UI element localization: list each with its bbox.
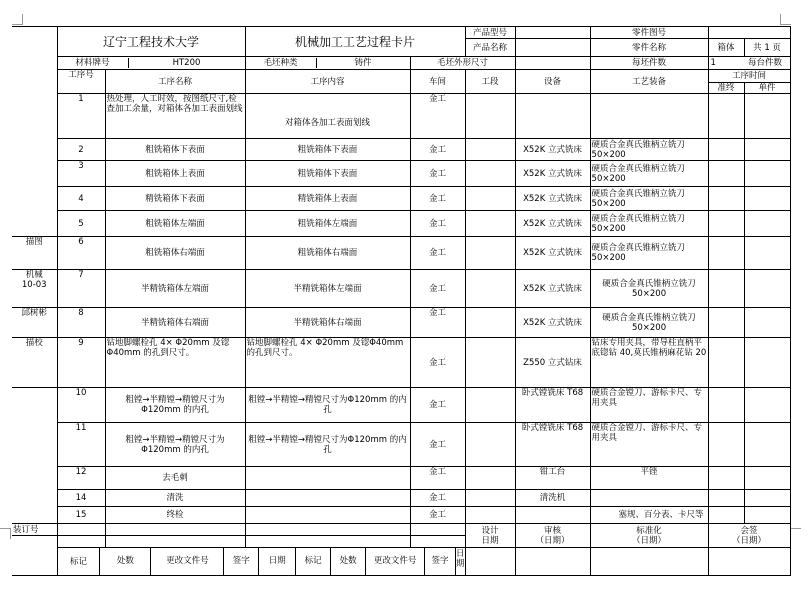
table-row <box>12 467 790 490</box>
row-content: 半精铣箱体左端面 <box>245 270 410 308</box>
row-content: 精铣箱体上表面 <box>245 187 410 211</box>
table-row <box>12 237 790 270</box>
per-unit-cell <box>708 57 790 70</box>
row-time-prep <box>708 270 744 308</box>
table-row <box>12 211 790 237</box>
row-workshop: 金工 <box>410 467 465 490</box>
row-content: 粗镗→半精镗→精镗尺寸为Φ120mm 的内孔 <box>245 388 410 423</box>
change-record <box>57 548 465 576</box>
row-time-prep <box>708 423 744 467</box>
total-pages: 共 1 页 <box>744 39 790 57</box>
row-equipment: X52K 立式铣床 <box>515 187 590 211</box>
col-workshop: 车间 <box>410 70 465 94</box>
row-no: 12 <box>57 467 105 490</box>
sig-blank <box>410 524 465 536</box>
row-equipment: X52K 立式铣床 <box>515 270 590 308</box>
row-tooling: 硬质合金真氏锥柄立铣刀50×200 <box>590 308 708 338</box>
row-time-unit <box>744 388 790 423</box>
row-equipment: 清洗机 <box>515 490 590 507</box>
row-section <box>465 237 515 270</box>
row-equipment: X52K 立式铣床 <box>515 161 590 187</box>
row-workshop: 金工 <box>410 507 465 524</box>
product-model-label: 产品型号 <box>465 27 515 39</box>
material-value: HT200 <box>128 58 245 68</box>
row-no: 14 <box>57 490 105 507</box>
side-blank <box>12 467 57 490</box>
row-workshop: 金工 <box>410 139 465 161</box>
row-tooling: 硬质合金真氏锥柄立铣刀50×200 <box>590 139 708 161</box>
row-tooling: 硬质合金真氏锥柄立铣刀50×200 <box>590 270 708 308</box>
blank-size-value[interactable] <box>515 57 590 70</box>
row-content: 粗铣箱体下表面 <box>245 161 410 187</box>
material-cell <box>57 57 245 70</box>
row-tooling <box>590 94 708 139</box>
row-workshop: 金工 <box>410 161 465 187</box>
process-card-table <box>12 26 791 576</box>
row-content: 对箱体各加工表面划线 <box>245 94 410 139</box>
blank-size-label: 毛坯外形尺寸 <box>410 57 515 70</box>
material-label: 材料牌号 <box>75 58 110 68</box>
row-no: 11 <box>57 423 105 467</box>
sig-blank <box>57 524 105 536</box>
row-time-prep <box>708 237 744 270</box>
table-row <box>12 161 790 187</box>
row-time-unit <box>744 139 790 161</box>
row-name: 半精铣箱体左端面 <box>105 270 245 308</box>
row-time-unit <box>744 338 790 388</box>
row-section <box>465 211 515 237</box>
label-count-2: 处数 <box>330 548 365 575</box>
col-proc-no: 工序号 <box>57 70 105 94</box>
side-blank <box>12 490 57 507</box>
row-time-prep <box>708 490 744 507</box>
table-row <box>12 308 790 338</box>
part-no-label: 零件图号 <box>590 27 708 39</box>
row-equipment: X52K 立式铣床 <box>515 211 590 237</box>
row-section <box>465 338 515 388</box>
side-blank <box>12 57 57 70</box>
row-workshop: 金工 <box>410 423 465 467</box>
product-name-value[interactable] <box>515 39 590 57</box>
row-workshop: 金工 <box>410 270 465 308</box>
row-no: 5 <box>57 211 105 237</box>
sig-blank <box>105 536 245 548</box>
row-time-prep <box>708 388 744 423</box>
row-time-unit <box>744 308 790 338</box>
row-equipment: X52K 立式铣床 <box>515 237 590 270</box>
side-label-trace: 描图 <box>12 237 57 270</box>
table-row <box>12 490 790 507</box>
row-equipment <box>515 507 590 524</box>
row-content: 粗铣箱体下表面 <box>245 139 410 161</box>
side-blank <box>12 70 57 94</box>
col-time: 工序时间 <box>708 70 790 83</box>
sign-standard: 标准化 （日期） <box>590 524 708 548</box>
sign-review: 审核 （日期） <box>515 524 590 548</box>
side-blank <box>12 94 57 139</box>
row-workshop: 金工 <box>410 211 465 237</box>
table-row <box>12 388 790 423</box>
col-time-unit: 单件 <box>744 83 790 94</box>
blank-type-label: 毛坯种类 <box>263 58 298 68</box>
table-row <box>12 94 790 139</box>
row-time-unit <box>744 187 790 211</box>
row-content <box>245 507 410 524</box>
sig-blank <box>515 548 590 576</box>
row-section <box>465 94 515 139</box>
row-section <box>465 308 515 338</box>
row-tooling: 硬质合金镗刀、游标卡尺、专用夹具 <box>590 388 708 423</box>
crop-mark-top-right <box>780 14 791 25</box>
row-time-unit <box>744 94 790 139</box>
row-tooling <box>590 490 708 507</box>
row-content: 钻地脚螺栓孔 4× Φ20mm 及锪Φ40mm 的孔到尺寸。 <box>245 338 410 388</box>
row-workshop: 金工 <box>410 388 465 423</box>
row-tooling: 钻床专用夹具，带导柱直柄平底锪钻 40,莫氏锥柄麻花钻 20 <box>590 338 708 388</box>
label-change-doc: 更改文件号 <box>150 548 223 575</box>
table-row <box>12 507 790 524</box>
side-blank <box>12 27 57 57</box>
label-date-2: 日 期 <box>455 548 465 576</box>
side-label-class: 机械 10-03 <box>12 270 57 308</box>
row-tooling: 硬质合金真氏锥柄立铣刀50×200 <box>590 211 708 237</box>
row-name: 粗铣箱体右端面 <box>105 237 245 270</box>
row-content <box>245 490 410 507</box>
sig-blank <box>245 536 410 548</box>
row-name: 粗铣箱体左端面 <box>105 211 245 237</box>
row-time-prep <box>708 308 744 338</box>
side-blank <box>12 211 57 237</box>
sign-design: 设计 日期 <box>465 524 515 548</box>
row-time-unit <box>744 467 790 490</box>
row-section <box>465 490 515 507</box>
row-content: 粗铣箱体左端面 <box>245 211 410 237</box>
sig-blank <box>105 524 245 536</box>
row-section <box>465 388 515 423</box>
row-content: 粗铣箱体右端面 <box>245 237 410 270</box>
row-time-prep <box>708 211 744 237</box>
row-time-unit <box>744 490 790 507</box>
side-blank <box>12 423 57 467</box>
row-no: 10 <box>57 388 105 423</box>
row-workshop: 金工 <box>410 187 465 211</box>
label-mark: 标记 <box>69 556 87 567</box>
row-tooling: 硬质合金真氏锥柄立铣刀50×200 <box>590 187 708 211</box>
row-tooling: 平锉 <box>590 467 708 490</box>
side-label-check: 描校 <box>12 338 57 388</box>
row-equipment <box>515 94 590 139</box>
row-name: 去毛刺 <box>105 467 245 490</box>
sig-blank <box>410 536 465 548</box>
row-name: 清洗 <box>105 490 245 507</box>
row-no: 9 <box>57 338 105 388</box>
product-name-label: 产品名称 <box>465 39 515 57</box>
row-time-prep <box>708 94 744 139</box>
sig-blank <box>590 548 708 576</box>
row-content: 半精铣箱体右端面 <box>245 308 410 338</box>
row-time-unit <box>744 270 790 308</box>
sig-blank <box>465 548 515 576</box>
blank-type-value: 铸件 <box>316 58 410 68</box>
table-row <box>12 338 790 388</box>
row-section <box>465 187 515 211</box>
row-time-prep <box>708 187 744 211</box>
row-equipment: 卧式镗铣床 T68 <box>515 388 590 423</box>
side-blank <box>12 536 57 548</box>
crop-mark-bottom-left <box>0 528 11 539</box>
sig-blank <box>245 524 410 536</box>
row-no: 8 <box>57 308 105 338</box>
side-label-binding: 装订号 <box>12 524 57 536</box>
side-blank <box>12 548 57 576</box>
row-time-unit <box>744 423 790 467</box>
row-section <box>465 161 515 187</box>
col-proc-content: 工序内容 <box>245 70 410 94</box>
row-time-unit <box>744 507 790 524</box>
row-section <box>465 507 515 524</box>
crop-mark-bottom-right <box>790 528 801 539</box>
table-row <box>12 139 790 161</box>
row-workshop: 金工 <box>410 338 465 388</box>
row-tooling: 硬质合金真氏锥柄立铣刀50×200 <box>590 161 708 187</box>
side-blank <box>12 161 57 187</box>
row-time-unit <box>744 161 790 187</box>
row-name: 粗铣箱体上表面 <box>105 161 245 187</box>
row-no: 4 <box>57 187 105 211</box>
label-count: 处数 <box>99 548 150 575</box>
col-section: 工段 <box>465 70 515 94</box>
row-no: 7 <box>57 270 105 308</box>
row-no: 1 <box>57 94 105 139</box>
table-row <box>12 270 790 308</box>
row-no: 2 <box>57 139 105 161</box>
per-blank-label: 每坯件数 <box>590 57 708 70</box>
side-blank <box>12 507 57 524</box>
part-name-label: 零件名称 <box>590 39 708 57</box>
per-blank-value: 1 <box>710 58 716 68</box>
label-date: 日期 <box>258 548 295 575</box>
label-change-doc-2: 更改文件号 <box>365 548 424 575</box>
label-mark-2: 标记 <box>295 548 330 575</box>
row-time-unit <box>744 237 790 270</box>
row-no: 15 <box>57 507 105 524</box>
university-name: 辽宁工程技术大学 <box>57 27 245 57</box>
row-section <box>465 270 515 308</box>
label-signature: 签字 <box>223 548 258 575</box>
label-signature-2: 签字 <box>424 548 455 575</box>
row-name: 半精铣箱体右端面 <box>105 308 245 338</box>
row-section <box>465 423 515 467</box>
row-tooling: 塞规、百分表、卡尺等 <box>590 507 708 524</box>
blank-type-cell <box>245 57 410 70</box>
row-time-prep <box>708 507 744 524</box>
side-blank <box>12 187 57 211</box>
col-equipment: 设备 <box>515 70 590 94</box>
row-equipment: X52K 立式铣床 <box>515 139 590 161</box>
row-tooling: 硬质合金真氏锥柄立铣刀50×200 <box>590 237 708 270</box>
row-name: 粗镗→半精镗→精镗尺寸为Φ120mm 的内孔 <box>105 388 245 423</box>
sig-blank <box>57 536 105 548</box>
side-blank <box>12 139 57 161</box>
side-blank <box>12 388 57 423</box>
row-workshop: 金工 <box>410 490 465 507</box>
part-no-value[interactable] <box>708 27 790 39</box>
row-no: 3 <box>57 161 105 187</box>
row-time-prep <box>708 467 744 490</box>
row-content: 粗镗→半精镗→精镗尺寸为Φ120mm 的内孔 <box>245 423 410 467</box>
row-content <box>245 467 410 490</box>
row-name: 精铣箱体下表面 <box>105 187 245 211</box>
row-section <box>465 467 515 490</box>
row-equipment: 卧式镗铣床 T68 <box>515 423 590 467</box>
col-time-prep: 准终 <box>708 83 744 94</box>
row-name: 热处理，人工时效，按图纸尺寸,检查加工余量，对箱体各加工表面划线 <box>105 94 245 139</box>
sign-countersign: 会签 （日期） <box>708 524 790 548</box>
row-section <box>465 139 515 161</box>
row-time-prep <box>708 338 744 388</box>
table-row <box>12 187 790 211</box>
crop-mark-top-left <box>12 14 23 25</box>
per-unit-label: 每台件数 <box>748 58 783 68</box>
row-equipment: 钳工台 <box>515 467 590 490</box>
row-name: 粗铣箱体下表面 <box>105 139 245 161</box>
row-equipment: Z550 立式钻床 <box>515 338 590 388</box>
table-row <box>12 423 790 467</box>
row-time-prep <box>708 139 744 161</box>
sig-blank <box>708 548 790 576</box>
row-time-prep <box>708 161 744 187</box>
product-model-value[interactable] <box>515 27 590 39</box>
col-tooling: 工艺装备 <box>590 70 708 94</box>
row-equipment: X52K 立式铣床 <box>515 308 590 338</box>
col-proc-name: 工序名称 <box>105 70 245 94</box>
side-label-student: 邱树彬 <box>12 308 57 338</box>
card-title: 机械加工工艺过程卡片 <box>245 27 465 57</box>
row-name: 粗镗→半精镗→精镗尺寸为Φ120mm 的内孔 <box>105 423 245 467</box>
row-workshop: 金工 <box>410 94 465 139</box>
row-workshop: 金工 <box>410 237 465 270</box>
row-workshop: 金工 <box>410 308 465 338</box>
row-time-unit <box>744 211 790 237</box>
row-no: 6 <box>57 237 105 270</box>
process-card <box>12 26 790 592</box>
row-name: 终检 <box>105 507 245 524</box>
row-tooling: 硬质合金镗刀、游标卡尺、专用夹具 <box>590 423 708 467</box>
row-name: 钻地脚螺栓孔 4× Φ20mm 及锪Φ40mm 的孔到尺寸。 <box>105 338 245 388</box>
part-name-value: 箱体 <box>708 39 744 57</box>
